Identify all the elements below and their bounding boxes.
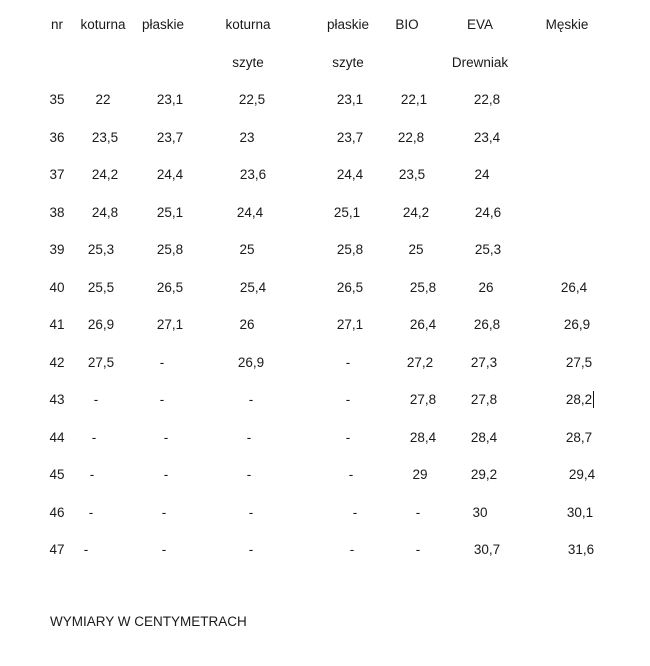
measurement-cell: 25,1 (156, 205, 184, 220)
measurement-cell: 27,1 (156, 317, 184, 332)
measurement-cell: - (349, 542, 355, 557)
measurement-cell: 31,6 (567, 542, 595, 557)
measurement-cell: 23,7 (156, 130, 184, 145)
measurement-cell: - (246, 430, 252, 445)
measurement-cell: - (161, 542, 167, 557)
size-number: 44 (49, 430, 65, 445)
measurement-cell: - (83, 542, 89, 557)
measurement-cell: - (248, 392, 254, 407)
measurement-cell: 25 (408, 242, 424, 257)
measurement-cell: 26,9 (237, 355, 265, 370)
size-number: 45 (49, 467, 65, 482)
measurement-cell: 30 (472, 505, 488, 520)
measurement-cell: 25 (239, 242, 255, 257)
measurement-cell: 24,4 (236, 205, 264, 220)
measurement-cell: 27,8 (409, 392, 437, 407)
measurement-cell: - (352, 505, 358, 520)
header-eva-drewniak: EVA (466, 17, 494, 32)
measurement-cell: - (93, 392, 99, 407)
measurement-cell: 24,4 (336, 167, 364, 182)
measurement-cell: 24,6 (474, 205, 502, 220)
measurement-cell: - (415, 542, 421, 557)
measurement-cell: - (246, 467, 252, 482)
size-number: 41 (49, 317, 65, 332)
size-number: 42 (49, 355, 65, 370)
measurement-cell: 26,4 (560, 280, 588, 295)
measurement-cell: - (89, 467, 95, 482)
measurement-cell: - (163, 430, 169, 445)
measurement-cell: - (159, 355, 165, 370)
measurement-cell: 22,5 (238, 92, 266, 107)
size-number: 36 (49, 130, 65, 145)
measurement-cell: 28,2 (565, 392, 593, 407)
size-number: 38 (49, 205, 65, 220)
measurement-cell: 24 (474, 167, 490, 182)
measurement-cell: 23,6 (239, 167, 267, 182)
size-number: 43 (49, 392, 65, 407)
measurement-cell: 26 (478, 280, 494, 295)
header-koturna-szyte-line2: szyte (232, 55, 264, 70)
measurement-cell: 27,8 (470, 392, 498, 407)
measurement-cell: - (91, 430, 97, 445)
measurement-cell: - (345, 355, 351, 370)
measurement-cell: 24,4 (156, 167, 184, 182)
measurement-cell: 30,1 (566, 505, 594, 520)
size-number: 39 (49, 242, 65, 257)
measurement-cell: 25,3 (87, 242, 115, 257)
measurement-cell: 25,1 (333, 205, 361, 220)
measurement-cell: 30,7 (473, 542, 501, 557)
measurement-cell: 26,9 (87, 317, 115, 332)
header-bio: BIO (395, 17, 419, 32)
measurement-cell: - (159, 392, 165, 407)
measurement-cell: 23,4 (473, 130, 501, 145)
measurement-cell: 26,8 (473, 317, 501, 332)
header-plaskie-szyte: płaskie (326, 17, 370, 32)
measurement-cell: 26,9 (563, 317, 591, 332)
size-number: 40 (49, 280, 65, 295)
measurement-cell: - (248, 505, 254, 520)
footer-note: WYMIARY W CENTYMETRACH (50, 614, 247, 629)
measurement-cell: 25,5 (87, 280, 115, 295)
measurement-cell: 26,5 (336, 280, 364, 295)
measurement-cell: 25,8 (409, 280, 437, 295)
text-cursor (593, 391, 594, 408)
measurement-cell: - (248, 542, 254, 557)
measurement-cell: 23,7 (336, 130, 364, 145)
measurement-cell: 23,5 (91, 130, 119, 145)
measurement-cell: 26,4 (409, 317, 437, 332)
size-number: 35 (49, 92, 65, 107)
size-number: 46 (49, 505, 65, 520)
header-meskie: Męskie (545, 17, 589, 32)
header-plaskie: płaskie (141, 17, 185, 32)
measurement-cell: 24,8 (91, 205, 119, 220)
measurement-cell: 25,3 (474, 242, 502, 257)
measurement-cell: 23,1 (156, 92, 184, 107)
measurement-cell: 27,5 (87, 355, 115, 370)
measurement-cell: - (415, 505, 421, 520)
measurement-cell: - (345, 430, 351, 445)
measurement-cell: - (345, 392, 351, 407)
measurement-cell: - (348, 467, 354, 482)
measurement-cell: 26 (239, 317, 255, 332)
measurement-cell: 29,4 (568, 467, 596, 482)
measurement-cell: 29,2 (470, 467, 498, 482)
measurement-cell: 27,5 (565, 355, 593, 370)
measurement-cell: 29 (412, 467, 428, 482)
measurement-cell: 27,3 (470, 355, 498, 370)
measurement-cell: 22,8 (397, 130, 425, 145)
measurement-cell: 22 (95, 92, 111, 107)
measurement-cell: - (163, 467, 169, 482)
measurement-cell: 22,1 (400, 92, 428, 107)
measurement-cell: 25,8 (336, 242, 364, 257)
measurement-cell: 23,1 (336, 92, 364, 107)
measurement-cell: 24,2 (91, 167, 119, 182)
measurement-cell: - (161, 505, 167, 520)
header-nr: nr (50, 17, 64, 32)
measurement-cell: 23 (239, 130, 255, 145)
measurement-cell: 23,5 (398, 167, 426, 182)
measurement-cell: 28,7 (565, 430, 593, 445)
header-koturna: koturna (80, 17, 126, 32)
measurement-cell: 25,8 (156, 242, 184, 257)
measurement-cell: 26,5 (156, 280, 184, 295)
measurement-cell: - (88, 505, 94, 520)
size-number: 37 (49, 167, 65, 182)
measurement-cell: 27,1 (336, 317, 364, 332)
measurement-cell: 27,2 (406, 355, 434, 370)
measurement-cell: 22,8 (473, 92, 501, 107)
header-eva-drewniak-line2: Drewniak (451, 55, 509, 70)
header-plaskie-szyte-line2: szyte (332, 55, 364, 70)
header-koturna-szyte: koturna (225, 17, 271, 32)
measurement-cell: 28,4 (470, 430, 498, 445)
measurement-cell: 28,4 (409, 430, 437, 445)
measurement-cell: 24,2 (402, 205, 430, 220)
size-number: 47 (49, 542, 65, 557)
measurement-cell: 25,4 (239, 280, 267, 295)
